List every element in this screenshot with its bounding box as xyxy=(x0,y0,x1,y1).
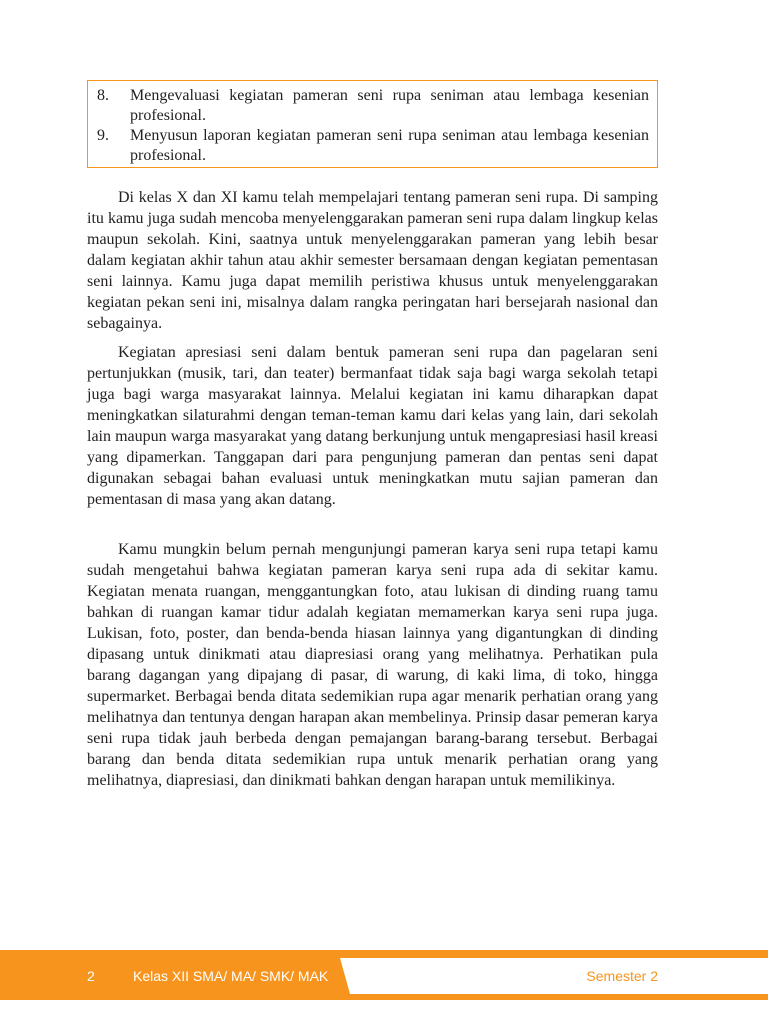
semester-label: Semester 2 xyxy=(586,968,658,984)
book-title: Kelas XII SMA/ MA/ SMK/ MAK xyxy=(133,968,329,984)
objective-number: 9. xyxy=(97,127,109,144)
body-paragraph: Di kelas X dan XI kamu telah mempelajari tentang pameran seni rupa. Di samping itu kamu juga sudah mencoba menyelenggarakan pameran seni rupa dalam lingkup kelas maupun sekolah. Kini, saatnya untuk menyelenggarakan pameran yang lebih besar dalam kegiatan akhir tahun atau akhir semester bersamaan dengan kegiatan pementasan seni lainnya. Kamu juga dapat memilih peristiwa khusus untuk menyelenggarakan kegiatan pekan seni ini, misalnya dalam rangka peringatan hari bersejarah nasional dan sebagainya. xyxy=(87,189,658,332)
objective-number: 8. xyxy=(97,87,109,104)
body-paragraph: Kamu mungkin belum pernah mengunjungi pameran karya seni rupa tetapi kamu sudah mengetahui bahwa kegiatan pameran karya seni rupa ada di sekitar kamu. Kegiatan menata ruangan, menggantungkan foto, atau lukisan di dinding ruang tamu bahkan di ruangan kamar tidur adalah kegiatan memamerkan karya seni rupa juga. Lukisan, foto, poster, dan benda-benda hiasan lainnya yang digantungkan di dinding dipasang untuk dinikmati atau diapresiasi orang yang melihatnya. Perhatikan pula barang dagangan yang dipajang di pasar, di warung, di kaki lima, di toko, hingga supermarket. Berbagai benda ditata sedemikian rupa agar menarik perhatian orang yang melihatnya dan tentunya dengan harapan akan membelinya. Prinsip dasar pemeran karya seni rupa tidak jauh berbeda dengan pemajangan barang-barang tersebut. Berbagai barang dan benda ditata sedemikian rupa untuk menarik perhatian orang yang melihatnya, diapresiasi, dan dinikmati bahkan dengan harapan untuk memilikinya. xyxy=(87,541,658,789)
page-number: 2 xyxy=(87,968,95,984)
objective-item xyxy=(97,86,649,126)
objective-text: Menyusun laporan kegiatan pameran seni rupa seniman atau lembaga kesenian profesional. xyxy=(130,127,649,164)
body-paragraph: Kegiatan apresiasi seni dalam bentuk pameran seni rupa dan pagelaran seni pertunjukkan (musik, tari, dan teater) bermanfaat tidak saja bagi warga sekolah tetapi juga bagi warga masyarakat lainnya. Melalui kegiatan ini kamu diharapkan dapat meningkatkan silaturahmi dengan teman-teman kamu dari kelas yang lain, dari sekolah lain maupun warga masyarakat yang datang berkunjung untuk mengapresiasi hasil kreasi yang dipamerkan. Tanggapan dari para pengunjung pameran dan pentas seni dapat digunakan sebagai bahan evaluasi untuk meningkatkan mutu sajian pameran dan pementasan di masa yang akan datang. xyxy=(87,344,658,508)
objective-item xyxy=(97,126,649,166)
objective-text: Mengevaluasi kegiatan pameran seni rupa seniman atau lembaga kesenian profesional. xyxy=(130,87,649,124)
objectives-box xyxy=(87,80,658,168)
